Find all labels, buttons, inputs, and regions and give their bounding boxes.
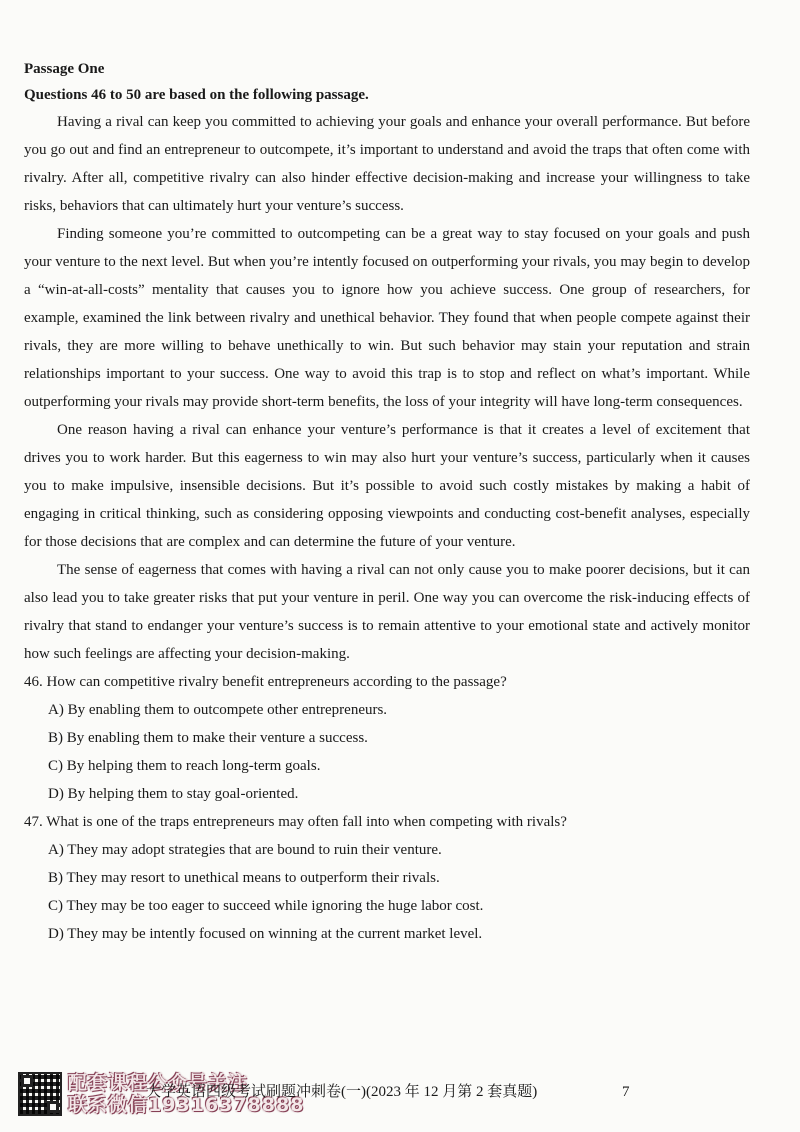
- question-47: [24, 808, 750, 948]
- promo-line-2: 联系微信19316378888: [68, 1094, 305, 1116]
- book-title: 大学英语四级考试刷题冲刺卷(一)(2023 年 12 月第 2 套真题): [146, 1084, 538, 1100]
- question-stem: 46. How can competitive rivalry benefit entrepreneurs according to the passage?: [24, 674, 507, 690]
- option-b: B) By enabling them to make their venture a success.: [48, 730, 368, 746]
- option-c: C) They may be too eager to succeed while ignoring the huge labor cost.: [48, 898, 484, 914]
- question-46: [24, 668, 750, 808]
- option-d: D) By helping them to stay goal-oriented.: [48, 786, 299, 802]
- passage-intro: Questions 46 to 50 are based on the following passage.: [24, 87, 369, 103]
- paragraph-3: One reason having a rival can enhance your venture’s performance is that it creates a level of excitement that drives you to work harder. But this eagerness to win may also hurt your venture’s success, particularly when it causes you to make impulsive, insensible decisions. But it’s possible to avoid such costly mistakes by making a habit of engaging in critical thinking, such as considering opposing viewpoints and conducting cost-benefit analyses, especially for those decisions that are complex and can determine the future of your venture.: [24, 422, 750, 550]
- page-number: 7: [622, 1084, 630, 1100]
- paragraph-2: Finding someone you’re committed to outcompeting can be a great way to stay focused on your goals and push your venture to the next level. But when you’re intently focused on outperforming your rivals, you may begin to develop a “win-at-all-costs” mentality that causes you to ignore how you achieve success. One group of researchers, for example, examined the link between rivalry and unethical behavior. They found that when people compete against their rivals, they are more willing to behave unethically to win. But such behavior may stain your reputation and strain relationships important to your success. One way to avoid this trap is to stop and reflect on what’s important. While outperforming your rivals may provide short-term benefits, the loss of your integrity will have long-term consequences.: [24, 226, 750, 410]
- paragraph-4: The sense of eagerness that comes with having a rival can not only cause you to make poorer decisions, but it can also lead you to take greater risks that put your venture in peril. One way you can overcome the risk-inducing effects of rivalry that stand to endanger your venture’s success is to remain attentive to your emotional state and actively monitor how such feelings are affecting your decision-making.: [24, 562, 750, 662]
- option-a: A) They may adopt strategies that are bound to ruin their venture.: [48, 842, 442, 858]
- promo-line-1: 配套课程公众号关注: [68, 1072, 249, 1094]
- question-stem: 47. What is one of the traps entrepreneurs may often fall into when competing with rivals?: [24, 814, 567, 830]
- option-d: D) They may be intently focused on winning at the current market level.: [48, 926, 483, 942]
- option-b: B) They may resort to unethical means to outperform their rivals.: [48, 870, 440, 886]
- qr-code-icon[interactable]: [18, 1072, 62, 1116]
- page-footer: [18, 1072, 778, 1122]
- option-a: A) By enabling them to outcompete other entrepreneurs.: [48, 702, 388, 718]
- option-c: C) By helping them to reach long-term goals.: [48, 758, 321, 774]
- passage-title: Passage One: [24, 61, 105, 77]
- paragraph-1: Having a rival can keep you committed to achieving your goals and enhance your overall performance. But before you go out and find an entrepreneur to outcompete, it’s important to understand and avoid the traps that often come with rivalry. After all, competitive rivalry can also hinder effective decision-making and increase your willingness to take risks, behaviors that can ultimately hurt your venture’s success.: [24, 114, 750, 214]
- document-page: [24, 56, 750, 948]
